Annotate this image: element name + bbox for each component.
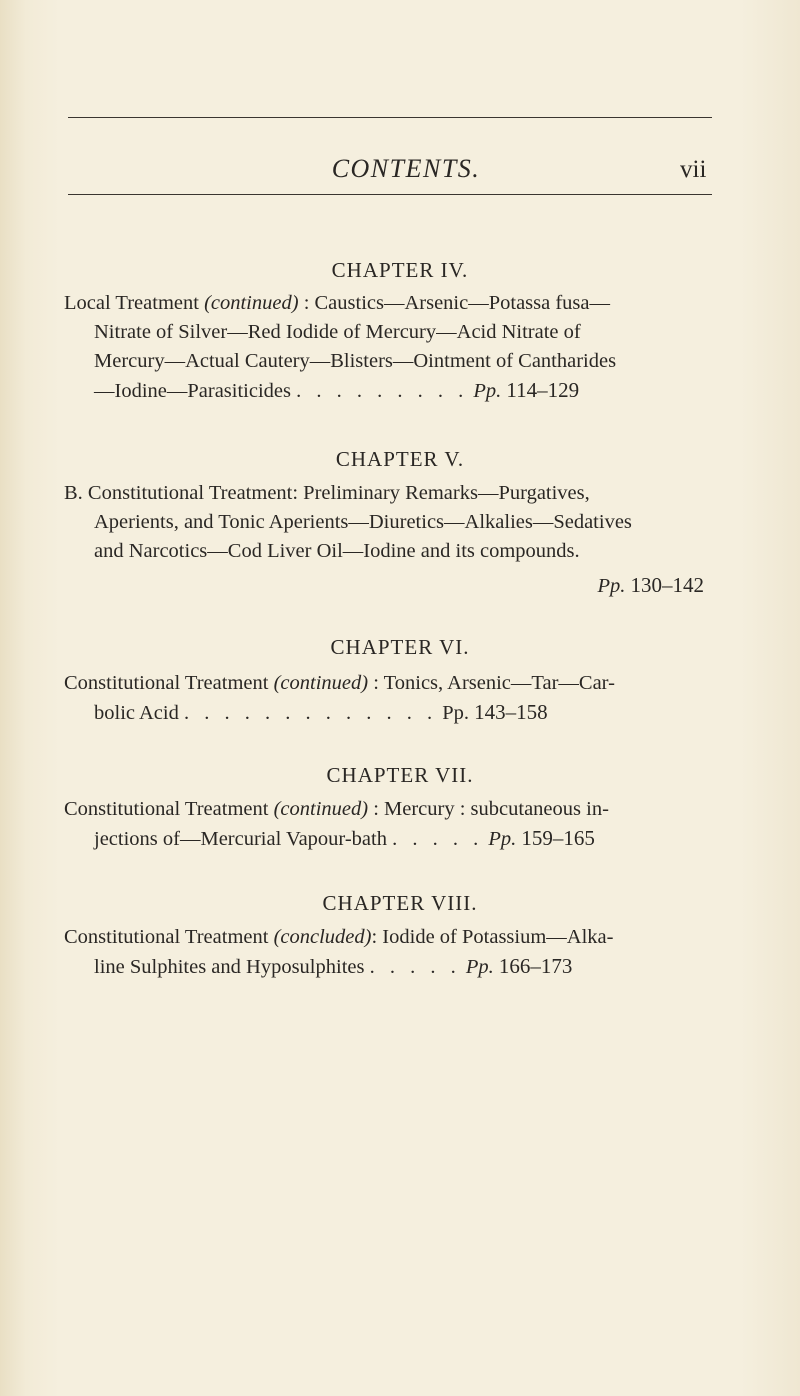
pp-label: Pp. [442, 702, 469, 724]
entry-line-final: jections of—Mercurial Vapour-bath . . . . . Pp. 159–165 [94, 826, 595, 850]
entry-line-final: bolic Acid . . . . . . . . . . . . . Pp. 143–158 [94, 700, 548, 724]
page-range: 143–158 [474, 700, 548, 724]
chapter-heading-viii: CHAPTER VIII. [322, 891, 478, 915]
top-rule [68, 117, 712, 118]
chapter-entry-vii [64, 795, 744, 854]
leader-dots: . . . . . [369, 956, 461, 978]
page-range: 166–173 [498, 954, 573, 978]
bottom-rule [68, 194, 712, 195]
entry-line: Mercury—Actual Cautery—Blisters—Ointment of Cantharides [94, 350, 617, 372]
entry-line-final: —Iodine—Parasiticides . . . . . . . . . Pp. 114–129 [94, 378, 580, 402]
entry-line: Constitutional Treatment (concluded): Iodide of Potassium—Alka- [64, 926, 614, 948]
pp-label: Pp. [465, 956, 494, 978]
leader-dots: . . . . . . . . . [296, 380, 469, 402]
chapter-entry-viii [64, 923, 744, 982]
chapter-entry-iv [64, 289, 744, 406]
entry-line: and Narcotics—Cod Liver Oil—Iodine and its compounds. [94, 540, 580, 562]
pp-label: Pp. [597, 575, 626, 597]
chapter-heading-v: CHAPTER V. [335, 447, 465, 471]
entry-line-final: line Sulphites and Hyposulphites . . . . . Pp. 166–173 [94, 954, 573, 978]
entry-line: Constitutional Treatment (continued) : Tonics, Arsenic—Tar—Car- [64, 672, 615, 694]
page-range: 114–129 [506, 378, 580, 402]
pp-label: Pp. [488, 828, 517, 850]
running-head [0, 154, 800, 184]
chapter-heading-iv: CHAPTER IV. [331, 258, 469, 282]
chapter-heading-vii: CHAPTER VII. [326, 763, 474, 787]
page-range: 159–165 [521, 826, 595, 850]
entry-page-line [64, 571, 744, 601]
leader-dots: . . . . . . . . . . . . . [183, 702, 438, 724]
running-title: CONTENTS. [331, 154, 481, 183]
entry-line: B. Constitutional Treatment: Preliminary Remarks—Purgatives, [64, 482, 590, 504]
entry-line: Aperients, and Tonic Aperients—Diuretics—Alkalies—Sedatives [94, 511, 632, 533]
entry-line: Constitutional Treatment (continued) : Mercury : subcutaneous in- [64, 798, 609, 820]
page-range: 130–142 [630, 573, 704, 597]
pp-label: Pp. [473, 380, 502, 402]
chapter-entry-vi [64, 669, 744, 728]
page-number: vii [680, 156, 707, 183]
entry-line: Nitrate of Silver—Red Iodide of Mercury—Acid Nitrate of [94, 321, 581, 343]
chapter-entry-v [64, 479, 744, 601]
leader-dots: . . . . . [392, 828, 484, 850]
chapter-heading-vi: CHAPTER VI. [330, 635, 470, 659]
entry-line: Local Treatment (continued) : Caustics—Arsenic—Potassa fusa— [64, 292, 611, 314]
